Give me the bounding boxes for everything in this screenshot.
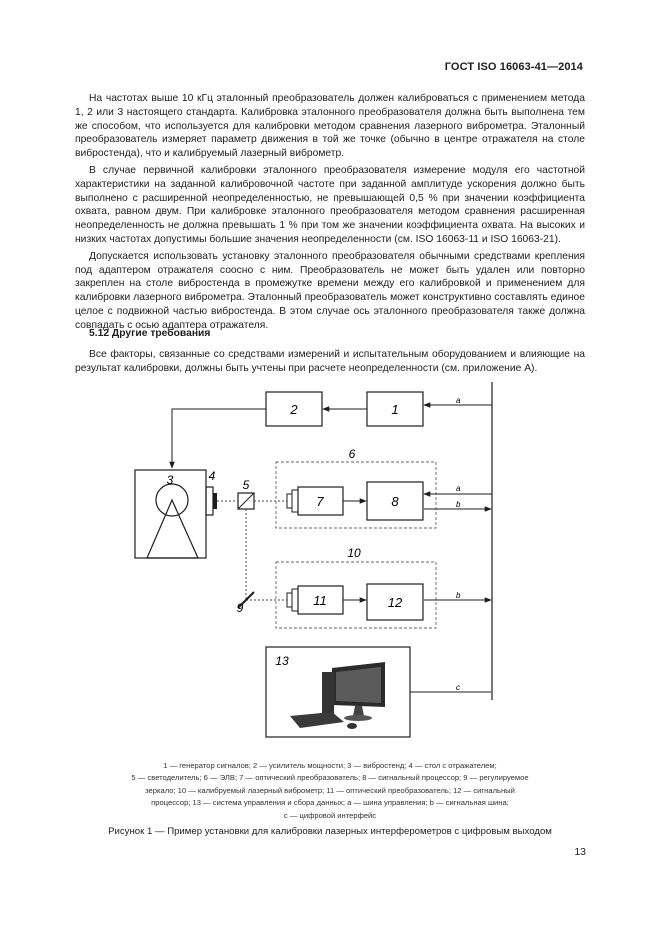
section-heading: 5.12 Другие требования [89, 328, 211, 339]
computer-illustration [290, 662, 385, 729]
bus-label-c: c [456, 683, 460, 692]
block-label-1: 1 [391, 402, 399, 417]
block-label-2: 2 [290, 402, 298, 417]
dut-optical-head-lens [287, 593, 292, 607]
dut-optical-head-collar [292, 589, 298, 611]
legend-line: процессор; 13 — система управления и сбора данных; a — шина управления; b — сигнальная шина; [151, 798, 509, 808]
block-label-12: 12 [387, 595, 403, 610]
reflector [213, 493, 217, 509]
block-label-7: 7 [316, 494, 324, 509]
block-label-4: 4 [208, 469, 216, 483]
shaker-base [147, 500, 198, 558]
figure-legend [75, 760, 585, 822]
paragraph-3: Допускается использовать установку эталонного преобразователя обычными средствами крепления под адаптером отражателя соосно с ним. Преобразователь не может быть удален или повторно закреплен на столе вибростенда в промежутке времени между его калибровкой и применением для калибровки лазерного виброметра. Эталонный преобразователь может конструктивно составлять единое целое с подвижной частью вибростенда. В этом случае ось эталонного преобразователя также должна совпадать с осью адаптера отражателя. [75, 250, 585, 331]
block-label-3: 3 [166, 473, 174, 487]
optical-head-lens [287, 494, 292, 508]
block-label-10: 10 [347, 546, 361, 560]
page-number: 13 [574, 846, 586, 858]
section-paragraph: Все факторы, связанные со средствами измерений и испытательным оборудованием и влияющие на результат калибровки, должны быть учтены при расчете неопределенности (см. приложение А). [75, 349, 585, 374]
block-label-5: 5 [242, 478, 250, 492]
bus-label-a: a [456, 396, 461, 405]
reflector-table [206, 487, 213, 515]
block-label-13: 13 [275, 654, 289, 668]
elv-group-frame [276, 462, 436, 528]
standard-header: ГОСТ ISO 16063-41—2014 [444, 61, 583, 73]
figure-caption: Рисунок 1 — Пример установки для калибровки лазерных интерферометров с цифровым выходом [108, 826, 552, 837]
bus-label-b: b [456, 500, 461, 509]
bus-label-b-2: b [456, 591, 461, 600]
optical-head-collar [292, 490, 298, 512]
bus-label-a-2: a [456, 484, 461, 493]
amplifier-to-shaker-line [172, 409, 266, 468]
legend-line: зеркало; 10 — калибруемый лазерный виброметр; 11 — оптический преобразователь; 12 — сигнальный [145, 785, 515, 795]
block-label-9: 9 [236, 601, 244, 615]
legend-line: 1 — генератор сигналов; 2 — усилитель мощности; 3 — вибростенд; 4 — стол с отражателем; [163, 761, 497, 770]
paragraph-2: В случае первичной калибровки эталонного преобразователя измерение модуля его частотной характеристики на заданной калибровочной частоте при заданной амплитуде ускорения должно быть выполнено с расширенной неопределенностью, не превышающей 0,5 % при значении коэффициента охвата, равном двум. При калибровке эталонного преобразователя методом сравнения расширенная неопределенность не должна превышать 1 % при том же значении коэффициента охвата. На высоких и низких частотах допустимы большие значения неопределенности (см. ISO 16063-11 и ISO 16063-21). [75, 164, 585, 245]
legend-line: c — цифровой интерфейс [283, 810, 377, 820]
paragraph-1: На частотах выше 10 кГц эталонный преобразователь должен калиброваться с применением метода 1, 2 или 3 настоящего стандарта. Калибровка эталонного преобразователя должна быть выполнена тем же способом, что используется для калибровки методом сравнения лазерного виброметра. Эталонный преобразователь измеряет параметр движения в той же точке (обычно в центре отражателя на столе вибростенда), что и калибруемый лазерный виброметр. [75, 93, 585, 160]
dut-group-frame [276, 562, 436, 628]
block-label-11: 11 [313, 593, 327, 608]
beam-splitter-diagonal [238, 493, 254, 509]
legend-line: 5 — светоделитель; 6 — ЭЛВ; 7 — оптический преобразователь; 8 — сигнальный процессор; 9 — регулируемое [131, 773, 529, 783]
block-label-8: 8 [391, 494, 399, 509]
block-label-6: 6 [348, 447, 356, 461]
